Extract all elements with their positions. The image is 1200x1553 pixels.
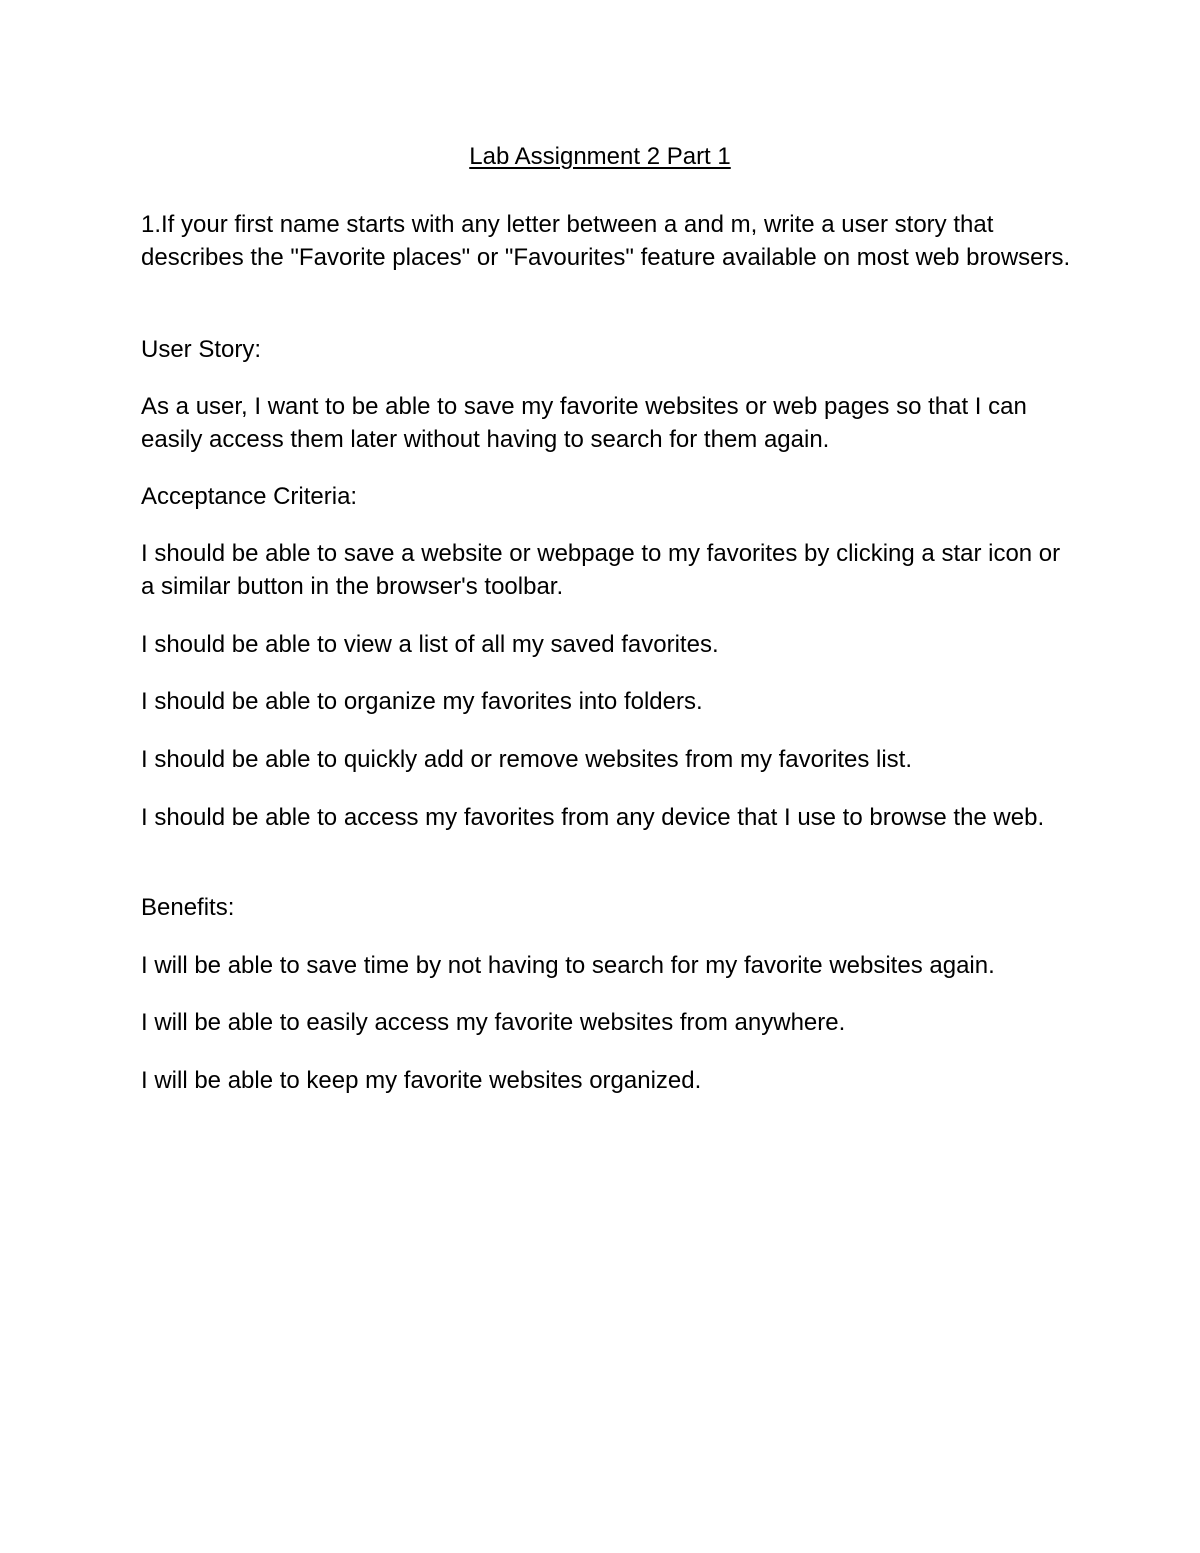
- criterion-item: I should be able to organize my favorites into folders.: [141, 688, 703, 715]
- benefit-item: I will be able to save time by not having to search for my favorite websites again.: [141, 952, 995, 979]
- question-text: 1.If your first name starts with any letter between a and m, write a user story that describes the "Favorite places" or "Favourites" feature available on most web browsers.: [141, 211, 1071, 271]
- benefits-heading: Benefits:: [141, 894, 235, 921]
- criterion-item: I should be able to view a list of all my saved favorites.: [141, 631, 719, 658]
- document-title: Lab Assignment 2 Part 1: [469, 143, 731, 170]
- criterion-item: I should be able to quickly add or remove websites from my favorites list.: [141, 746, 912, 773]
- user-story-heading: User Story:: [141, 336, 262, 363]
- acceptance-criteria-heading: Acceptance Criteria:: [141, 483, 358, 510]
- user-story-text: As a user, I want to be able to save my favorite websites or web pages so that I can easily access them later without having to search for them again.: [141, 393, 1027, 453]
- criterion-item: I should be able to save a website or webpage to my favorites by clicking a star icon or a similar button in the browser's toolbar.: [141, 540, 1061, 600]
- benefit-item: I will be able to keep my favorite websites organized.: [141, 1067, 702, 1094]
- criterion-item: I should be able to access my favorites from any device that I use to browse the web.: [141, 804, 1045, 831]
- benefit-item: I will be able to easily access my favorite websites from anywhere.: [141, 1009, 846, 1036]
